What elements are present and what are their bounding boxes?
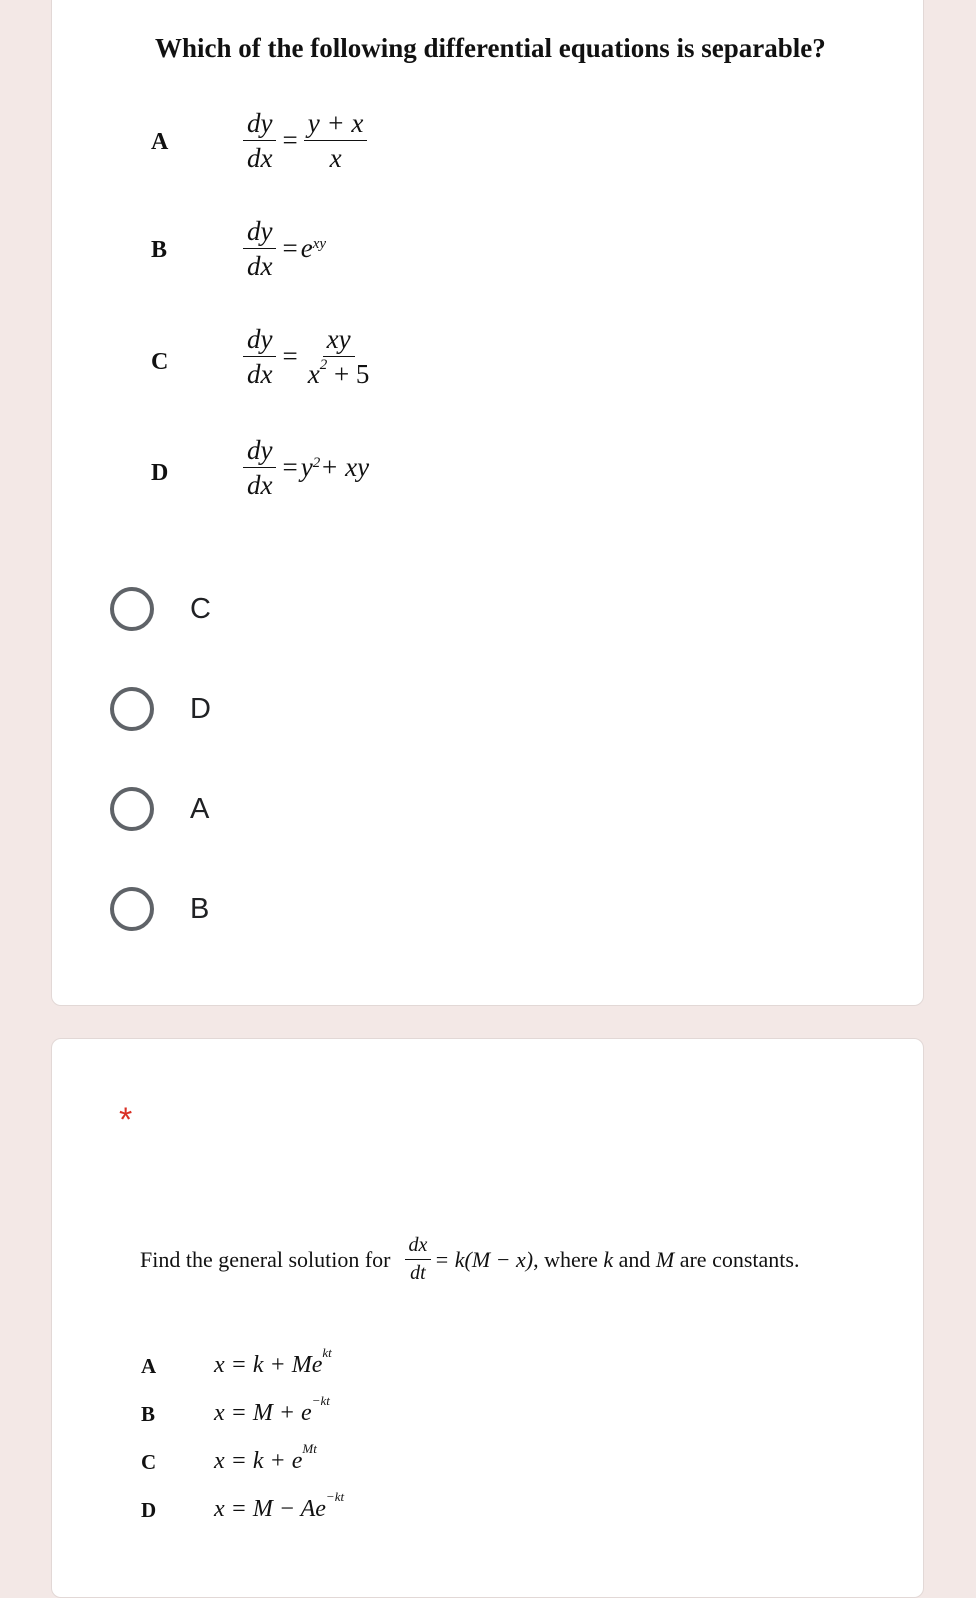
- option-d-letter: D: [151, 460, 169, 486]
- radio-choice-b[interactable]: [110, 884, 410, 934]
- q2-option-a-letter: A: [141, 1354, 157, 1378]
- radio-circle-icon[interactable]: [110, 887, 154, 931]
- required-asterisk: *: [119, 1101, 133, 1139]
- radio-choice-d[interactable]: [110, 684, 410, 734]
- option-c-letter: C: [151, 349, 169, 375]
- radio-label: C: [190, 592, 211, 625]
- radio-circle-icon[interactable]: [110, 587, 154, 631]
- radio-circle-icon[interactable]: [110, 787, 154, 831]
- option-b-letter: B: [151, 237, 168, 263]
- option-a-equation: $\frac{dy}{dx}$ = $\frac{y + x}{x}$: [240, 109, 370, 173]
- radio-label: B: [190, 892, 210, 925]
- q2-option-d-letter: D: [141, 1498, 157, 1522]
- radio-label: A: [190, 792, 210, 825]
- question-2-title: Find the general solution for $\frac{dx}{dt}$ = k(M − x) , where k and M are constants.: [140, 1234, 800, 1284]
- option-b-equation: $\frac{dy}{dx}$ = e $^{xy}$: [240, 217, 326, 281]
- radio-choice-c[interactable]: [110, 584, 410, 634]
- q2-option-c-equation: $x = k + e^{Mt}$: [214, 1441, 317, 1474]
- q2-option-b-equation: $x = M + e^{-kt}$: [214, 1393, 330, 1426]
- question-card-2: [51, 1038, 924, 1598]
- radio-circle-icon[interactable]: [110, 687, 154, 731]
- option-d-equation: $\frac{dy}{dx}$ = y $^2$ + xy: [240, 436, 369, 500]
- question-card-1: [51, 0, 924, 1006]
- radio-label: D: [190, 692, 211, 725]
- option-c-equation: $\frac{dy}{dx}$ = $\frac{xy}{x^2 + 5}$: [240, 325, 376, 389]
- q2-option-a-equation: $x = k + Me^{kt}$: [214, 1345, 332, 1378]
- option-a-letter: A: [151, 129, 169, 155]
- q2-option-c-letter: C: [141, 1450, 157, 1474]
- q2-option-d-equation: $x = M - Ae^{-kt}$: [214, 1489, 345, 1522]
- radio-choice-a[interactable]: [110, 784, 410, 834]
- question-1-title: Which of the following differential equations is separable?: [155, 33, 826, 63]
- q2-option-b-letter: B: [141, 1402, 156, 1426]
